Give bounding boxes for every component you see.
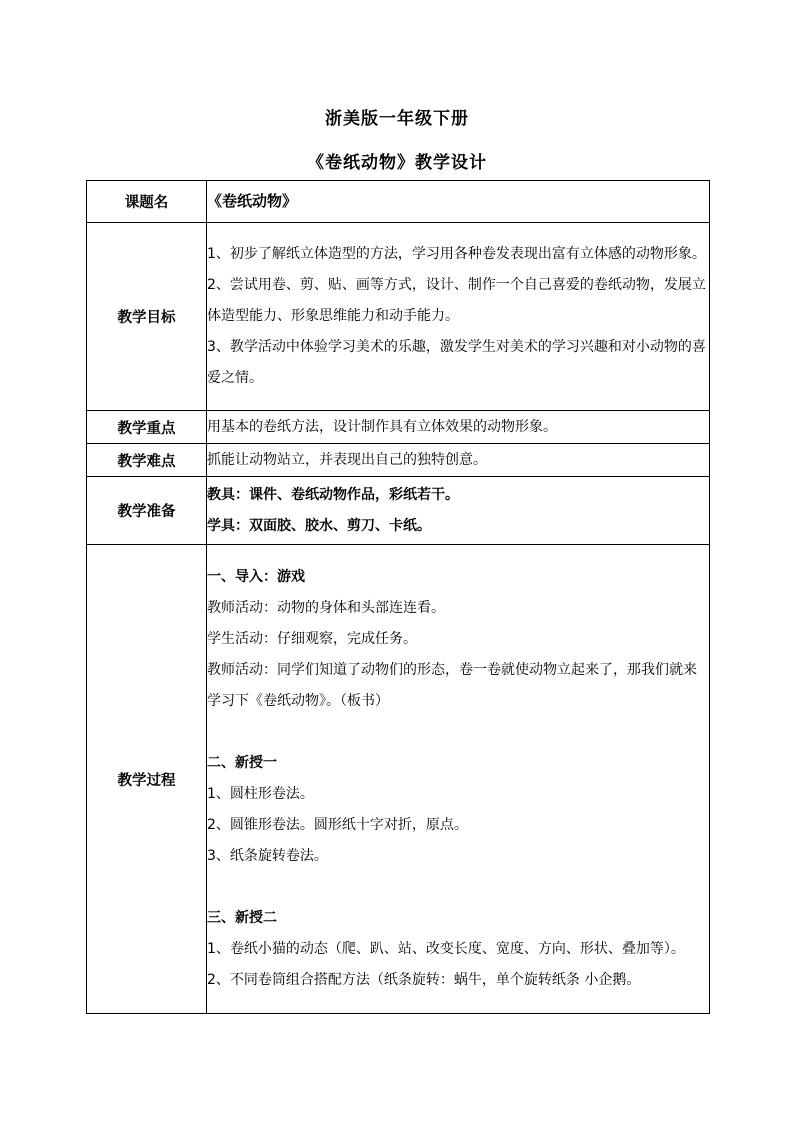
- process-line: 2、不同卷筒组合搭配方法（纸条旋转：蜗牛，单个旋转纸条 小企鹅。: [207, 972, 641, 988]
- spacer: [207, 717, 709, 748]
- value-difficulty: 抓能让动物站立，并表现出自己的独特创意。: [207, 444, 710, 477]
- label-objectives: 教学目标: [87, 223, 207, 411]
- section-heading: 一、导入：游戏: [207, 569, 305, 585]
- row-objectives: [87, 223, 710, 411]
- label-preparation: 教学准备: [87, 477, 207, 545]
- value-course: [207, 181, 710, 223]
- objective-item: 2、尝试用卷、剪、贴、画等方式，设计、制作一个自己喜爱的卷纸动物，发展立体造型能力、形象思维能力和动手能力。: [207, 277, 706, 324]
- value-objectives: [207, 223, 710, 411]
- spacer: [207, 872, 709, 903]
- process-line: 学生活动：仔细观察，完成任务。: [207, 631, 417, 647]
- section-heading: 二、新授一: [207, 755, 277, 771]
- value-process: [207, 545, 710, 1014]
- label-difficulty: 教学难点: [87, 444, 207, 477]
- objective-item: 1、初步了解纸立体造型的方法，学习用各种卷发表现出富有立体感的动物形象。: [207, 246, 706, 262]
- doc-title: 浙美版一年级下册: [325, 109, 469, 129]
- process-line: 3、纸条旋转卷法。: [207, 848, 328, 864]
- objective-item: 3、教学活动中体验学习美术的乐趣，激发学生对美术的学习兴趣和对小动物的喜爱之情。: [207, 339, 706, 386]
- process-line: 1、圆柱形卷法。: [207, 786, 314, 802]
- label-course: 课题名: [87, 181, 207, 223]
- lesson-plan-table: [86, 180, 710, 1014]
- row-process: [87, 545, 710, 1014]
- value-keypoint: 用基本的卷纸方法，设计制作具有立体效果的动物形象。: [207, 411, 710, 444]
- row-course: [87, 181, 710, 223]
- process-line: 2、圆锥形卷法。圆形纸十字对折，原点。: [207, 817, 468, 833]
- process-line: 教师活动：同学们知道了动物们的形态，卷一卷就使动物立起来了，那我们就来学习下《卷纸动物》。（板书）: [207, 662, 697, 709]
- row-preparation: [87, 477, 710, 545]
- label-process: 教学过程: [87, 545, 207, 1014]
- process-line: 教师活动：动物的身体和头部连连看。: [207, 600, 445, 616]
- value-preparation: [207, 477, 710, 545]
- row-keypoint: [87, 411, 710, 444]
- row-difficulty: [87, 444, 710, 477]
- doc-subtitle: 《卷纸动物》教学设计: [307, 153, 487, 173]
- process-line: 1、卷纸小猫的动态（爬、趴、站、改变长度、宽度、方向、形状、叠加等）。: [207, 941, 685, 957]
- course-title: 《卷纸动物》: [207, 191, 298, 210]
- teacher-materials: 教具：课件、卷纸动物作品，彩纸若干。: [207, 486, 459, 503]
- section-heading: 三、新授二: [207, 910, 277, 926]
- label-keypoint: 教学重点: [87, 411, 207, 444]
- student-materials: 学具：双面胶、胶水、剪刀、卡纸。: [207, 517, 431, 534]
